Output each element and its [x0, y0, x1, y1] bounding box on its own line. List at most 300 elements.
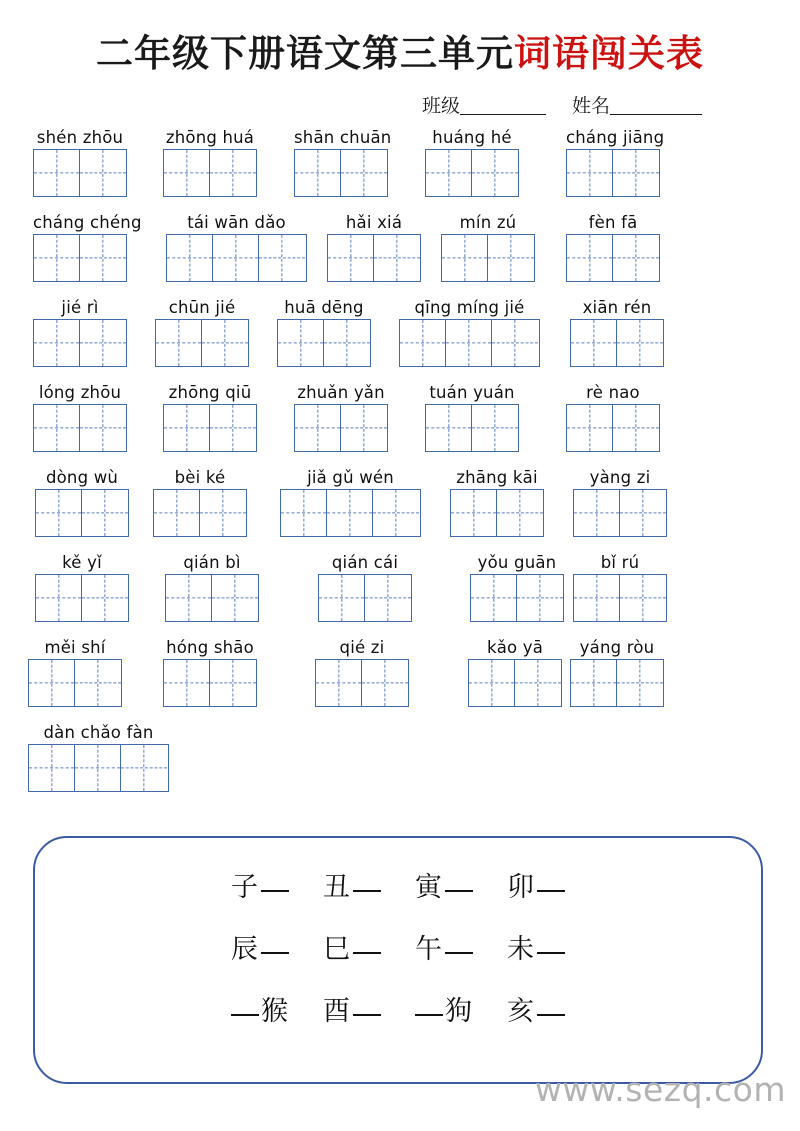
word-group: [399, 298, 540, 367]
pinyin-syllable: zhōng: [168, 382, 220, 402]
branch-blank[interactable]: [445, 890, 473, 892]
pinyin-syllable: nao: [608, 382, 640, 402]
pinyin-label: [35, 468, 129, 489]
character-grid[interactable]: [163, 404, 257, 452]
pinyin-syllable: jié: [215, 297, 236, 317]
word-row: [0, 468, 800, 553]
character-cell[interactable]: [617, 320, 663, 366]
character-cell[interactable]: [29, 660, 75, 706]
character-grid[interactable]: [163, 659, 257, 707]
pinyin-syllable: yǒu: [477, 552, 509, 572]
character-grid[interactable]: [28, 659, 122, 707]
pinyin-syllable: fàn: [126, 722, 154, 742]
branch-char: 午: [415, 934, 443, 964]
name-label: 姓名: [571, 95, 610, 117]
word-group: [468, 638, 562, 707]
word-group: [441, 213, 535, 282]
branch-char: 卯: [507, 872, 535, 902]
character-grid[interactable]: [280, 489, 421, 537]
pinyin-syllable: jié: [504, 297, 525, 317]
character-cell[interactable]: [472, 405, 518, 451]
character-cell[interactable]: [613, 405, 659, 451]
character-grid[interactable]: [155, 319, 249, 367]
student-id-line: [0, 91, 800, 118]
character-cell[interactable]: [497, 490, 543, 536]
character-cell[interactable]: [80, 320, 126, 366]
pinyin-syllable: kě: [62, 552, 82, 572]
pinyin-label: [470, 553, 564, 574]
word-grid-sheet: [0, 128, 800, 808]
word-group: [470, 553, 564, 622]
branch-char: 狗: [445, 996, 473, 1026]
page-header: [0, 0, 800, 118]
word-row: [0, 553, 800, 638]
word-group: [425, 383, 519, 452]
character-grid[interactable]: [35, 574, 129, 622]
earthly-branches-rows: [35, 838, 761, 1060]
branch-blank[interactable]: [261, 890, 289, 892]
branch-item: [231, 936, 289, 963]
pinyin-syllable: měi: [44, 637, 76, 657]
pinyin-syllable: dòng: [45, 467, 89, 487]
word-group: [570, 298, 664, 367]
character-cell[interactable]: [574, 575, 620, 621]
earthly-branches-panel: [33, 836, 763, 1084]
pinyin-label: [566, 213, 660, 234]
character-cell[interactable]: [164, 150, 210, 196]
pinyin-syllable: huā: [284, 297, 316, 317]
character-cell[interactable]: [34, 150, 80, 196]
branch-item: [323, 998, 381, 1025]
word-group: [28, 723, 169, 792]
character-grid[interactable]: [566, 404, 660, 452]
pinyin-label: [165, 553, 259, 574]
character-cell[interactable]: [154, 490, 200, 536]
branch-item: [323, 874, 381, 901]
pinyin-syllable: míng: [456, 297, 500, 317]
pinyin-label: [163, 128, 257, 149]
pinyin-label: [277, 298, 371, 319]
page-title: [0, 34, 800, 77]
pinyin-syllable: yǎn: [353, 382, 385, 402]
word-group: [566, 383, 660, 452]
pinyin-label: [566, 383, 660, 404]
character-cell[interactable]: [442, 235, 488, 281]
character-cell[interactable]: [492, 320, 538, 366]
pinyin-syllable: cháng: [33, 212, 85, 232]
branch-item: [415, 874, 473, 901]
character-grid[interactable]: [570, 659, 664, 707]
character-cell[interactable]: [365, 575, 411, 621]
pinyin-syllable: xiān: [582, 297, 619, 317]
character-grid[interactable]: [153, 489, 247, 537]
character-cell[interactable]: [319, 575, 365, 621]
pinyin-label: [28, 723, 169, 744]
word-group: [425, 128, 519, 197]
character-grid[interactable]: [166, 234, 307, 282]
character-cell[interactable]: [316, 660, 362, 706]
pinyin-syllable: qián: [183, 552, 220, 572]
name-field: [572, 96, 702, 117]
character-cell[interactable]: [29, 745, 75, 791]
pinyin-label: [155, 298, 249, 319]
branch-char: 寅: [415, 872, 443, 902]
character-cell[interactable]: [426, 150, 472, 196]
pinyin-syllable: shí: [81, 637, 106, 657]
word-row: [0, 723, 800, 808]
branch-blank[interactable]: [537, 1014, 565, 1016]
character-grid[interactable]: [165, 574, 259, 622]
word-group: [33, 298, 127, 367]
character-cell[interactable]: [620, 490, 666, 536]
pinyin-syllable: qié: [339, 637, 366, 657]
character-grid[interactable]: [33, 319, 127, 367]
pinyin-syllable: huáng: [432, 127, 486, 147]
character-grid[interactable]: [315, 659, 409, 707]
character-cell[interactable]: [567, 405, 613, 451]
character-cell[interactable]: [34, 320, 80, 366]
character-cell[interactable]: [327, 490, 373, 536]
branch-char: 未: [507, 934, 535, 964]
pinyin-syllable: wén: [359, 467, 394, 487]
character-cell[interactable]: [295, 150, 341, 196]
pinyin-syllable: rè: [586, 382, 604, 402]
branch-char: 子: [231, 872, 259, 902]
character-cell[interactable]: [259, 235, 305, 281]
site-watermark: www.sezq.com: [534, 1070, 786, 1109]
word-group: [570, 638, 664, 707]
pinyin-syllable: mín: [459, 212, 492, 232]
pinyin-syllable: shān: [294, 127, 335, 147]
word-group: [163, 383, 257, 452]
pinyin-syllable: zú: [496, 212, 517, 232]
page-title-black: 二年级下册语文第三单元: [96, 34, 514, 75]
character-grid[interactable]: [33, 149, 127, 197]
word-group: [35, 553, 129, 622]
character-grid[interactable]: [327, 234, 421, 282]
pinyin-syllable: cái: [373, 552, 399, 572]
pinyin-syllable: rú: [621, 552, 640, 572]
character-grid[interactable]: [399, 319, 540, 367]
character-grid[interactable]: [294, 149, 388, 197]
branch-blank[interactable]: [353, 1014, 381, 1016]
branch-blank[interactable]: [231, 1014, 259, 1016]
pinyin-label: [163, 638, 257, 659]
character-cell[interactable]: [567, 150, 613, 196]
branch-char: 亥: [507, 996, 535, 1026]
pinyin-syllable: dàn: [43, 722, 76, 742]
pinyin-syllable: lóng: [38, 382, 76, 402]
class-label: 班级: [421, 95, 460, 117]
character-cell[interactable]: [75, 660, 121, 706]
character-cell[interactable]: [362, 660, 408, 706]
branch-item: [507, 874, 565, 901]
word-group: [450, 468, 544, 537]
branch-row: [35, 936, 761, 998]
character-cell[interactable]: [82, 490, 128, 536]
pinyin-syllable: wù: [93, 467, 119, 487]
character-grid[interactable]: [470, 574, 564, 622]
character-cell[interactable]: [613, 235, 659, 281]
branch-blank[interactable]: [415, 1014, 443, 1016]
character-cell[interactable]: [426, 405, 472, 451]
pinyin-label: [315, 638, 409, 659]
character-cell[interactable]: [156, 320, 202, 366]
word-group: [280, 468, 421, 537]
word-group: [573, 468, 667, 537]
branch-row: [35, 998, 761, 1060]
character-cell[interactable]: [617, 660, 663, 706]
character-cell[interactable]: [213, 235, 259, 281]
character-cell[interactable]: [620, 575, 666, 621]
character-cell[interactable]: [36, 490, 82, 536]
word-group: [35, 468, 129, 537]
character-grid[interactable]: [425, 149, 519, 197]
character-cell[interactable]: [164, 660, 210, 706]
word-row: [0, 213, 800, 298]
character-grid[interactable]: [468, 659, 562, 707]
pinyin-label: [327, 213, 421, 234]
character-cell[interactable]: [166, 575, 212, 621]
pinyin-label: [294, 127, 392, 149]
pinyin-syllable: zi: [370, 637, 385, 657]
word-row: [0, 383, 800, 468]
character-grid[interactable]: [277, 319, 371, 367]
pinyin-syllable: bèi: [174, 467, 201, 487]
pinyin-label: [468, 638, 562, 659]
character-cell[interactable]: [471, 575, 517, 621]
pinyin-syllable: shāo: [213, 637, 254, 657]
character-grid[interactable]: [566, 234, 660, 282]
word-group: [277, 298, 371, 367]
word-row: [0, 128, 800, 213]
pinyin-label: [294, 383, 388, 404]
pinyin-syllable: rén: [623, 297, 652, 317]
pinyin-label: [153, 468, 247, 489]
character-cell[interactable]: [210, 660, 256, 706]
character-cell[interactable]: [80, 405, 126, 451]
character-cell[interactable]: [613, 150, 659, 196]
pinyin-syllable: bì: [225, 552, 241, 572]
pinyin-syllable: huá: [222, 127, 255, 147]
character-cell[interactable]: [210, 150, 256, 196]
pinyin-syllable: xiá: [377, 212, 403, 232]
character-cell[interactable]: [446, 320, 492, 366]
pinyin-label: [441, 213, 535, 234]
pinyin-syllable: qiū: [225, 382, 252, 402]
character-grid[interactable]: [573, 489, 667, 537]
character-cell[interactable]: [341, 405, 387, 451]
branch-blank[interactable]: [353, 952, 381, 954]
branch-blank[interactable]: [537, 890, 565, 892]
pinyin-syllable: qīng: [414, 297, 452, 317]
pinyin-syllable: chūn: [168, 297, 210, 317]
character-cell[interactable]: [281, 490, 327, 536]
pinyin-syllable: yáng: [579, 637, 622, 657]
character-cell[interactable]: [488, 235, 534, 281]
character-cell[interactable]: [278, 320, 324, 366]
pinyin-syllable: zhuǎn: [297, 382, 349, 402]
character-cell[interactable]: [472, 150, 518, 196]
pinyin-syllable: zhōu: [82, 127, 124, 147]
class-field: [422, 96, 546, 117]
pinyin-syllable: hǎi: [345, 212, 372, 232]
word-group: [155, 298, 249, 367]
pinyin-syllable: yǐ: [87, 552, 102, 572]
pinyin-syllable: kǎo: [486, 637, 518, 657]
character-cell[interactable]: [82, 575, 128, 621]
word-group: [33, 128, 127, 197]
word-group: [566, 127, 665, 197]
pinyin-label: [33, 212, 142, 234]
pinyin-syllable: chǎo: [80, 722, 122, 742]
character-grid[interactable]: [573, 574, 667, 622]
branch-item: [415, 936, 473, 963]
character-grid[interactable]: [35, 489, 129, 537]
branch-blank[interactable]: [445, 952, 473, 954]
word-row: [0, 638, 800, 723]
pinyin-label: [399, 298, 540, 319]
pinyin-syllable: zhōu: [80, 382, 122, 402]
character-cell[interactable]: [571, 660, 617, 706]
pinyin-syllable: jiǎ: [307, 467, 327, 487]
pinyin-syllable: tái: [187, 212, 209, 232]
character-cell[interactable]: [75, 745, 121, 791]
pinyin-syllable: kāi: [512, 467, 538, 487]
character-grid[interactable]: [441, 234, 535, 282]
character-cell[interactable]: [374, 235, 420, 281]
character-cell[interactable]: [574, 490, 620, 536]
character-cell[interactable]: [164, 405, 210, 451]
word-row: [0, 298, 800, 383]
character-cell[interactable]: [373, 490, 419, 536]
character-grid[interactable]: [163, 149, 257, 197]
character-cell[interactable]: [212, 575, 258, 621]
character-grid[interactable]: [318, 574, 412, 622]
character-cell[interactable]: [167, 235, 213, 281]
word-group: [165, 553, 259, 622]
character-cell[interactable]: [571, 320, 617, 366]
branch-blank[interactable]: [537, 952, 565, 954]
word-group: [153, 468, 247, 537]
character-grid[interactable]: [294, 404, 388, 452]
character-cell[interactable]: [80, 235, 126, 281]
character-cell[interactable]: [517, 575, 563, 621]
character-cell[interactable]: [36, 575, 82, 621]
pinyin-syllable: shén: [36, 127, 78, 147]
pinyin-label: [570, 298, 664, 319]
character-cell[interactable]: [451, 490, 497, 536]
character-cell[interactable]: [341, 150, 387, 196]
character-cell[interactable]: [80, 150, 126, 196]
word-group: [33, 212, 142, 282]
pinyin-syllable: dǎo: [254, 212, 286, 232]
pinyin-label: [318, 553, 412, 574]
word-group: [294, 127, 392, 197]
branch-item: [507, 936, 565, 963]
branch-char: 猴: [261, 996, 289, 1026]
pinyin-syllable: chuān: [339, 127, 392, 147]
pinyin-syllable: jié: [61, 297, 82, 317]
branch-blank[interactable]: [353, 890, 381, 892]
branch-item: [323, 936, 381, 963]
word-group: [166, 213, 307, 282]
branch-item: [507, 998, 565, 1025]
character-cell[interactable]: [400, 320, 446, 366]
pinyin-syllable: ké: [205, 467, 226, 487]
pinyin-syllable: fèn: [588, 212, 616, 232]
character-cell[interactable]: [200, 490, 246, 536]
pinyin-label: [166, 213, 307, 234]
word-group: [294, 383, 388, 452]
character-grid[interactable]: [566, 149, 660, 197]
character-cell[interactable]: [469, 660, 515, 706]
word-group: [318, 553, 412, 622]
character-cell[interactable]: [324, 320, 370, 366]
character-cell[interactable]: [567, 235, 613, 281]
character-grid[interactable]: [570, 319, 664, 367]
branch-char: 酉: [323, 996, 351, 1026]
pinyin-syllable: gǔ: [332, 467, 354, 487]
pinyin-syllable: jiāng: [623, 127, 665, 147]
character-cell[interactable]: [295, 405, 341, 451]
pinyin-syllable: zhāng: [456, 467, 508, 487]
pinyin-syllable: cháng: [566, 127, 618, 147]
character-grid[interactable]: [450, 489, 544, 537]
character-grid[interactable]: [33, 404, 127, 452]
pinyin-syllable: zhōng: [165, 127, 218, 147]
pinyin-syllable: yàng: [589, 467, 632, 487]
pinyin-label: [35, 553, 129, 574]
pinyin-syllable: bǐ: [600, 552, 617, 572]
pinyin-label: [28, 638, 122, 659]
pinyin-syllable: guān: [514, 552, 557, 572]
pinyin-syllable: yā: [522, 637, 544, 657]
branch-char: 巳: [323, 934, 351, 964]
page-title-red: 词语闯关表: [514, 34, 704, 75]
character-cell[interactable]: [34, 235, 80, 281]
pinyin-label: [570, 638, 664, 659]
character-cell[interactable]: [515, 660, 561, 706]
pinyin-label: [33, 298, 127, 319]
pinyin-label: [33, 383, 127, 404]
branch-item: [231, 998, 289, 1025]
character-cell[interactable]: [121, 745, 167, 791]
branch-row: [35, 874, 761, 936]
word-group: [163, 638, 257, 707]
character-cell[interactable]: [210, 405, 256, 451]
character-grid[interactable]: [28, 744, 169, 792]
pinyin-label: [566, 127, 665, 149]
character-grid[interactable]: [425, 404, 519, 452]
branch-blank[interactable]: [261, 952, 289, 954]
pinyin-syllable: wān: [214, 212, 250, 232]
pinyin-label: [450, 468, 544, 489]
pinyin-label: [33, 128, 127, 149]
word-group: [163, 128, 257, 197]
character-cell[interactable]: [328, 235, 374, 281]
pinyin-syllable: rì: [86, 297, 99, 317]
class-blank[interactable]: [460, 114, 546, 115]
character-grid[interactable]: [33, 234, 127, 282]
name-blank[interactable]: [610, 114, 702, 115]
pinyin-syllable: chéng: [90, 212, 142, 232]
character-cell[interactable]: [34, 405, 80, 451]
word-group: [327, 213, 421, 282]
pinyin-syllable: hóng: [166, 637, 209, 657]
character-cell[interactable]: [202, 320, 248, 366]
pinyin-syllable: hé: [490, 127, 512, 147]
